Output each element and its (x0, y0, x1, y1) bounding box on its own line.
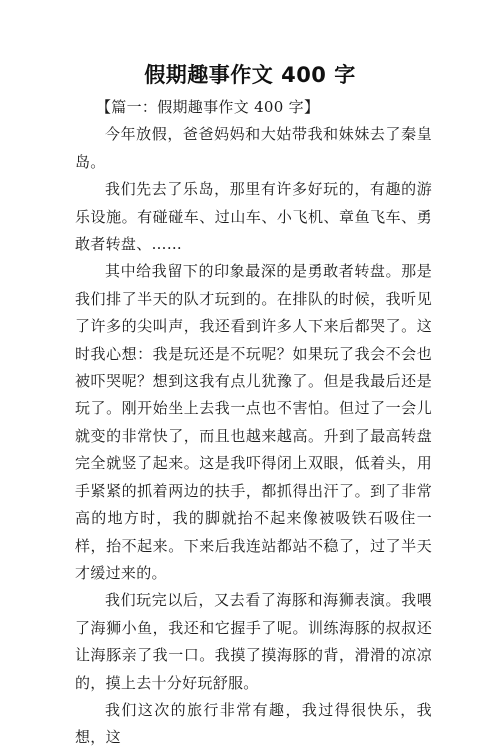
document-body (75, 94, 432, 752)
paragraph-3: 其中给我留下的印象最深的是勇敢者转盘。那是我们排了半天的队才玩到的。在排队的时候，我听见了许多的尖叫声，我还看到许多人下来后都哭了。这时我心想：我是玩还是不玩呢？如果玩了我会不会也被吓哭呢？想到这我有点儿犹豫了。但是我最后还是玩了。刚开始坐上去我一点也不害怕。但过了一会儿就变的非常快了，而且也越来越高。升到了最高转盘完全就竖了起来。这是我吓得闭上双眼，低着头，用手紧紧的抓着两边的扶手，都抓得出汗了。到了非常高的地方时，我的脚就抬不起来像被吸铁石吸住一样，抬不起来。下来后我连站都站不稳了，过了半天才缓过来的。 (75, 262, 432, 582)
paragraph-2: 我们先去了乐岛，那里有许多好玩的，有趣的游乐设施。有碰碰车、过山车、小飞机、章鱼飞车、勇敢者转盘、…… (75, 180, 432, 254)
document-title: 假期趣事作文 400 字 (144, 63, 356, 87)
section-heading: 【篇一：假期趣事作文 400 字】 (96, 98, 320, 116)
paragraph-5: 我们这次的旅行非常有趣，我过得很快乐，我想，这 (75, 700, 432, 747)
paragraph-1: 今年放假，爸爸妈妈和大姑带我和妹妹去了秦皇岛。 (75, 125, 432, 171)
paragraph-4: 我们玩完以后，又去看了海豚和海狮表演。我喂了海狮小鱼，我还和它握手了呢。训练海豚的叔叔还让海豚亲了我一口。我摸了摸海豚的背，滑滑的凉凉的，摸上去十分好玩舒服。 (75, 591, 432, 692)
